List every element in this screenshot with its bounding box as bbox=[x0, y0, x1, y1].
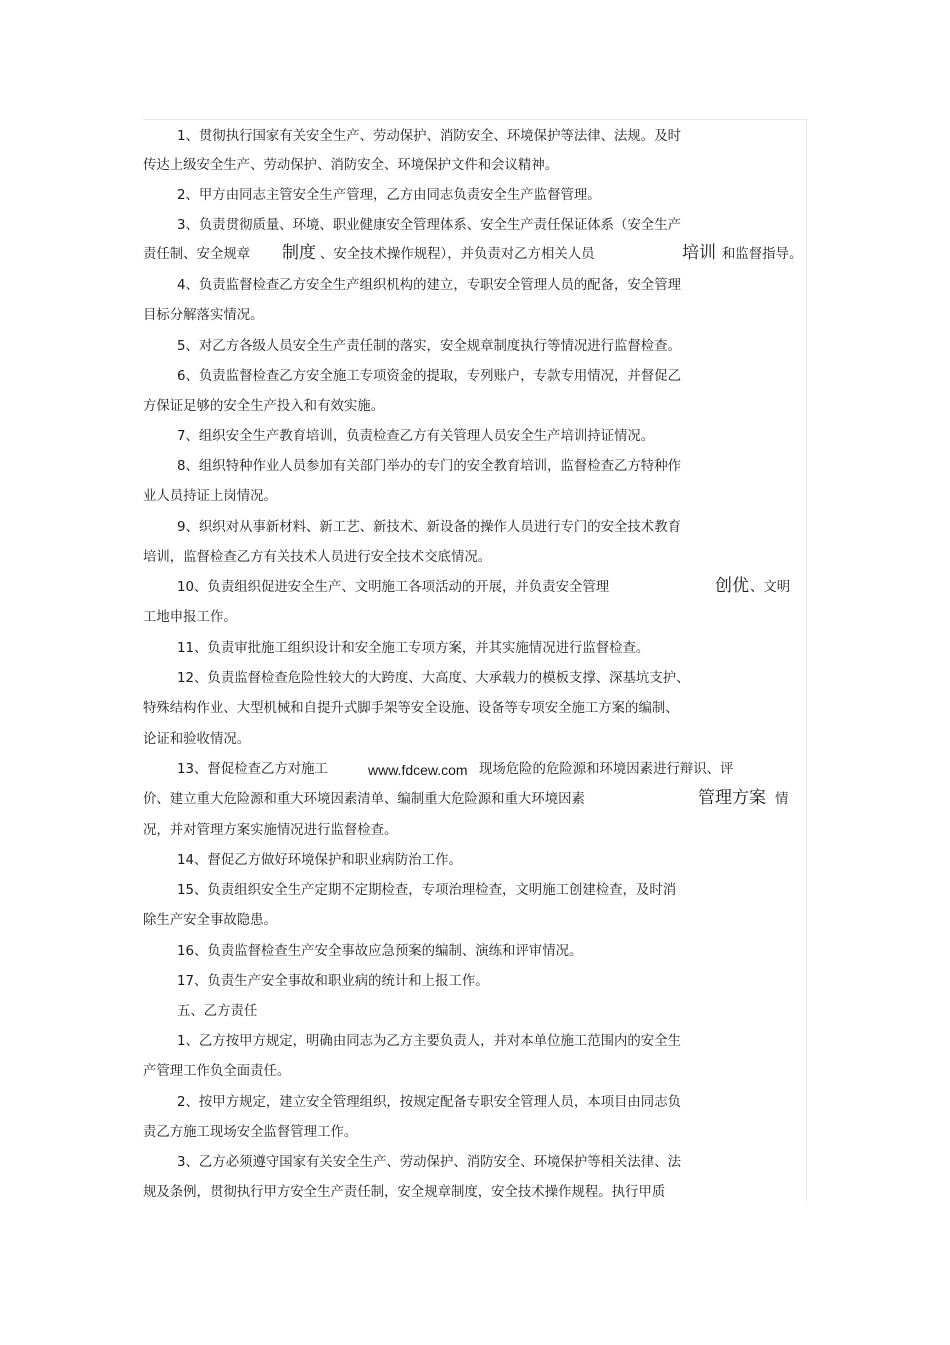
paragraph-line: 现场危险的危险源和环境因素进行辩识、评 bbox=[479, 762, 734, 777]
paragraph-line: 6、负责监督检查乙方安全施工专项资金的提取，专列账户，专款专用情况，并督促乙 bbox=[177, 369, 681, 384]
paragraph-line: 业人员持证上岗情况。 bbox=[143, 489, 277, 504]
paragraph-line: 责任制、安全规章 bbox=[143, 247, 251, 262]
paragraph-line: 目标分解落实情况。 bbox=[143, 308, 264, 323]
paragraph-line: 、安全技术操作规程），并负责对乙方相关人员 bbox=[320, 247, 595, 262]
paragraph-line: 1、贯彻执行国家有关安全生产、劳动保护、消防安全、环境保护等法律、法规。及时 bbox=[177, 129, 681, 144]
emphasis-text: 制度 bbox=[282, 243, 316, 263]
paragraph-line: 培训，监督检查乙方有关技术人员进行安全技术交底情况。 bbox=[143, 550, 492, 565]
paragraph-line: 、文明 bbox=[750, 580, 791, 595]
paragraph-line: 14、督促乙方做好环境保护和职业病防治工作。 bbox=[177, 853, 462, 868]
paragraph-line: 情 bbox=[775, 792, 789, 807]
paragraph-line: 2、甲方由同志主管安全生产管理，乙方由同志负责安全生产监督管理。 bbox=[177, 188, 601, 203]
paragraph-line: 价、建立重大危险源和重大环境因素清单、编制重大危险源和重大环境因素 bbox=[143, 792, 585, 807]
website-url: www.fdcew.com bbox=[368, 762, 468, 778]
emphasis-text: 培训 bbox=[682, 243, 716, 263]
paragraph-line: 16、负责监督检查生产安全事故应急预案的编制、演练和评审情况。 bbox=[177, 944, 583, 959]
paragraph-line: 4、负责监督检查乙方安全生产组织机构的建立，专职安全管理人员的配备，安全管理 bbox=[177, 278, 681, 293]
paragraph-line: 3、乙方必须遵守国家有关安全生产、劳动保护、消防安全、环境保护等相关法律、法 bbox=[177, 1155, 681, 1170]
paragraph-line: 规及条例，贯彻执行甲方安全生产责任制，安全规章制度，安全技术操作规程。执行甲质 bbox=[143, 1185, 666, 1200]
section-heading: 五、乙方责任 bbox=[177, 1004, 258, 1019]
paragraph-line: 15、负责组织安全生产定期不定期检查，专项治理检查，文明施工创建检查，及时消 bbox=[177, 883, 677, 898]
paragraph-line: 7、组织安全生产教育培训，负责检查乙方有关管理人员安全生产培训持证情况。 bbox=[177, 429, 655, 444]
paragraph-line: 和监督指导。 bbox=[722, 247, 803, 262]
paragraph-line: 13、督促检查乙方对施工 bbox=[177, 762, 328, 777]
paragraph-line: 1、乙方按甲方规定，明确由同志为乙方主要负责人，并对本单位施工范围内的安全生 bbox=[177, 1034, 681, 1049]
paragraph-line: 除生产安全事故隐患。 bbox=[143, 913, 277, 928]
emphasis-text: 管理方案 bbox=[698, 788, 766, 808]
paragraph-line: 11、负责审批施工组织设计和安全施工专项方案，并其实施情况进行监督检查。 bbox=[177, 641, 650, 656]
paragraph-line: 论证和验收情况。 bbox=[143, 732, 251, 747]
paragraph-line: 10、负责组织促进安全生产、文明施工各项活动的开展，并负责安全管理 bbox=[177, 580, 610, 595]
paragraph-line: 责乙方施工现场安全监督管理工作。 bbox=[143, 1125, 358, 1140]
paragraph-line: 3、负责贯彻质量、环境、职业健康安全管理体系、安全生产责任保证体系（安全生产 bbox=[177, 218, 681, 233]
paragraph-line: 12、负责监督检查危险性较大的大跨度、大高度、大承载力的模板支撑、深基坑支护、 bbox=[177, 671, 690, 686]
paragraph-line: 特殊结构作业、大型机械和自提升式脚手架等安全设施、设备等专项安全施工方案的编制、 bbox=[143, 701, 679, 716]
paragraph-line: 方保证足够的安全生产投入和有效实施。 bbox=[143, 399, 385, 414]
paragraph-line: 传达上级安全生产、劳动保护、消防安全、环境保护文件和会议精神。 bbox=[143, 158, 559, 173]
paragraph-line: 工地申报工作。 bbox=[143, 610, 237, 625]
paragraph-line: 产管理工作负全面责任。 bbox=[143, 1064, 291, 1079]
emphasis-text: 创优 bbox=[715, 576, 749, 596]
paragraph-line: 况，并对管理方案实施情况进行监督检查。 bbox=[143, 823, 398, 838]
paragraph-line: 17、负责生产安全事故和职业病的统计和上报工作。 bbox=[177, 974, 489, 989]
paragraph-line: 9、织织对从事新材料、新工艺、新技术、新设备的操作人员进行专门的安全技术教育 bbox=[177, 520, 681, 535]
paragraph-line: 2、按甲方规定，建立安全管理组织，按规定配备专职安全管理人员，本项目由同志负 bbox=[177, 1095, 681, 1110]
paragraph-line: 5、对乙方各级人员安全生产责任制的落实，安全规章制度执行等情况进行监督检查。 bbox=[177, 339, 681, 354]
paragraph-line: 8、组织特种作业人员参加有关部门举办的专门的安全教育培训，监督检查乙方特种作 bbox=[177, 459, 681, 474]
